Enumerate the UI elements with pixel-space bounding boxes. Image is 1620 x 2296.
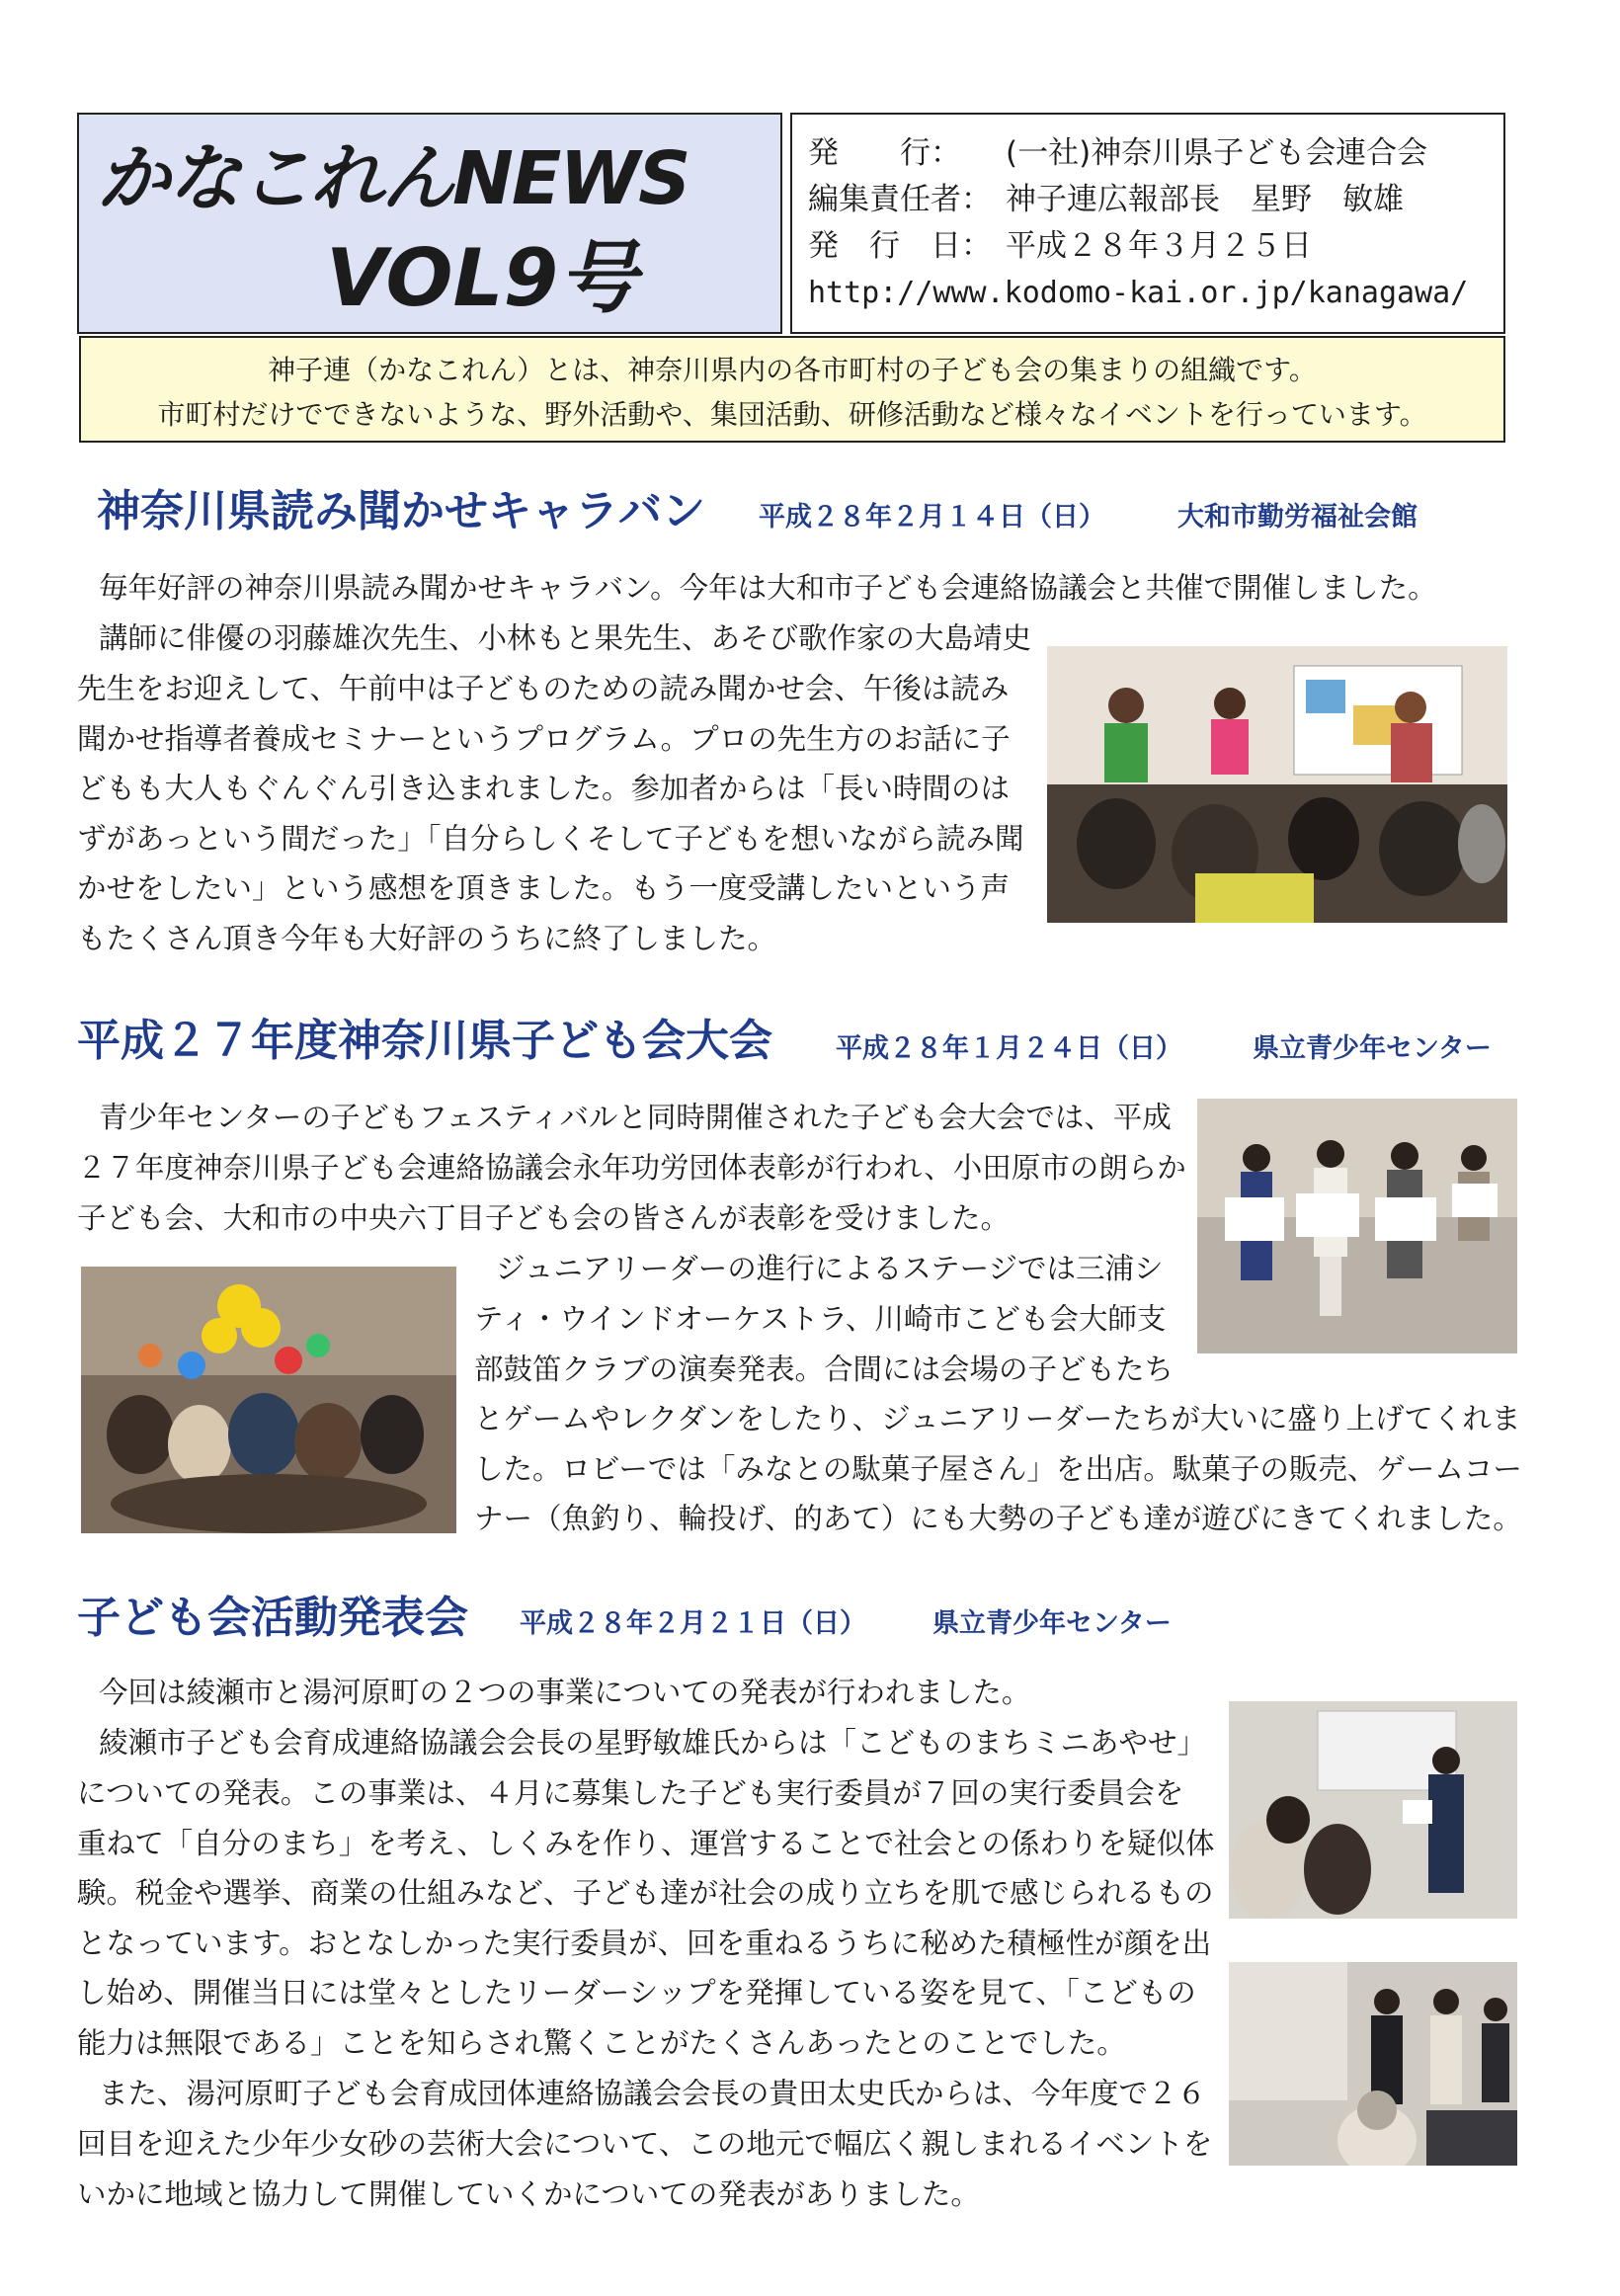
text-line: ２７年度神奈川県子ども会連絡協議会永年功労団体表彰が行われ、小田原市の朗らか <box>77 1151 1186 1185</box>
website-url[interactable]: http://www.kodomo-kai.or.jp/kanagawa/ <box>808 276 1469 310</box>
section-text <box>77 2119 1212 2219</box>
section-text <box>77 1143 1186 1243</box>
section-text <box>99 2069 1206 2119</box>
text-line: 回目を迎えた少年少女砂の芸術大会について、この地元で幅広く親しまれるイベントを <box>77 2127 1213 2161</box>
text-line: 毎年好評の神奈川県読み聞かせキャラバン。今年は大和市子ども会連絡協議会と共催で開催しました。 <box>99 571 1437 605</box>
text-line: かせをしたい」という感想を頂きました。もう一度受講したいという声 <box>77 871 1011 905</box>
photo-award-ceremony <box>1197 1099 1517 1353</box>
section-text <box>99 1668 1030 1718</box>
section-text <box>77 664 1023 963</box>
text-line: 子ども会、大和市の中央六丁目子ども会の皆さんが表彰を受けました。 <box>77 1200 1011 1235</box>
section-text <box>496 1244 1164 1294</box>
text-line: いかに地域と協力して開催していくかについての発表がありました。 <box>77 2176 980 2211</box>
section-title-presentation: 子ども会活動発表会 <box>77 1593 468 1643</box>
publication-info-box <box>790 113 1505 334</box>
text-line: 今回は綾瀬市と湯河原町の２つの事業についての発表が行われました。 <box>99 1676 1031 1709</box>
section-text <box>99 563 1437 614</box>
section-date: 平成２８年２月２１日（日） <box>520 1608 866 1639</box>
text-line: また、湯河原町子ども会育成団体連絡協議会会長の貴田太史氏からは、今年度で２６ <box>99 2077 1207 2110</box>
photo-panel-presenters <box>1229 1962 1517 2166</box>
text-line: 部鼓笛クラブの演奏発表。合間には会場の子どもたち <box>474 1352 1174 1386</box>
publisher-value: (一社)神奈川県子ども会連合会 <box>1006 135 1428 171</box>
text-line: もたくさん頂き今年も大好評のうちに終了しました。 <box>77 921 777 955</box>
text-line: 能力は無限である」ことを知らされ驚くことがたくさんあったとのことでした。 <box>77 2025 1126 2060</box>
text-line: ジュニアリーダーの進行によるステージでは三浦シ <box>496 1252 1164 1285</box>
newsletter-volume: VOL9号 <box>326 232 638 324</box>
text-line: についての発表。この事業は、４月に募集した子ども実行委員が７回の実行委員会を <box>77 1776 1184 1810</box>
section-text <box>99 1718 1206 1768</box>
publisher-label: 発 行： <box>808 135 961 171</box>
editor-value: 神子連広報部長 星野 敏雄 <box>1006 182 1404 217</box>
text-line: した。ロビーでは「みなとの駄菓子屋さん」を出店。駄菓子の販売、ゲームコー <box>474 1451 1522 1486</box>
intro-line: 市町村だけでできないような、野外活動や、集団活動、研修活動など様々なイベントを行っています。 <box>157 398 1427 431</box>
photo-presentation-speaker <box>1229 1701 1517 1919</box>
date-row <box>808 223 1503 270</box>
section-date: 平成２８年２月１４日（日） <box>759 502 1105 533</box>
section-date: 平成２８年１月２４日（日） <box>836 1033 1182 1064</box>
intro-line: 神子連（かなこれん）とは、神奈川県内の各市町村の子ども会の集まりの組織です。 <box>268 354 1317 386</box>
text-line: となっています。おとなしかった実行委員が、回を重ねるうちに秘めた積極性が顔を出 <box>77 1926 1212 1960</box>
editor-row <box>808 177 1503 223</box>
text-line: ティ・ウインドオーケストラ、川崎市こども会大師支 <box>474 1302 1167 1336</box>
section-text <box>77 1768 1215 2068</box>
issue-date-label: 発 行 日： <box>808 228 992 264</box>
section-venue: 県立青少年センター <box>932 1608 1172 1639</box>
editor-label: 編集責任者： <box>808 182 992 217</box>
section-title-convention: 平成２７年度神奈川県子ども会大会 <box>77 1016 772 1066</box>
section-venue: 大和市勤労福祉会館 <box>1177 502 1418 533</box>
photo-storytelling-stage <box>1047 646 1507 923</box>
text-line: 講師に俳優の羽藤雄次先生、小林もと果先生、あそび歌作家の大島靖史 <box>99 621 1032 655</box>
section-text <box>99 1093 1172 1143</box>
text-line: とゲームやレクダンをしたり、ジュニアリーダーたちが大いに盛り上げてくれま <box>474 1402 1521 1435</box>
text-line: 青少年センターの子どもフェスティバルと同時開催された子ども会大会では、平成 <box>99 1101 1172 1134</box>
text-line: 先生をお迎えして、午前中は子どものための読み聞かせ会、午後は読み <box>77 672 1010 705</box>
intro-box <box>79 336 1505 443</box>
text-line: 聞かせ指導者養成セミナーというプログラム。プロの先生方のお話に子 <box>77 721 1011 756</box>
text-line: ナー（魚釣り、輪投げ、的あて）にも大勢の子ども達が遊びにきてくれました。 <box>474 1502 1522 1535</box>
section-text <box>99 614 1031 664</box>
newsletter-title-box <box>77 113 782 334</box>
text-line: 綾瀬市子ども会育成連絡協議会会長の星野敏雄氏からは「こどものまちミニあやせ」 <box>99 1726 1207 1760</box>
section-venue: 県立青少年センター <box>1253 1033 1492 1064</box>
section-title-caravan: 神奈川県読み聞かせキャラバン <box>97 486 705 536</box>
text-line: し始め、開催当日には堂々としたリーダーシップを発揮している姿を見て、「こどもの <box>77 1976 1196 2009</box>
text-line: 重ねて「自分のまち」を考え、しくみを作り、運営することで社会との係わりを疑似体 <box>77 1826 1215 1860</box>
text-line: 験。税金や選挙、商業の仕組みなど、子ども達が社会の成り立ちを肌で感じられるもの <box>77 1876 1214 1910</box>
newsletter-title: かなこれんNEWS <box>97 136 689 221</box>
publisher-row <box>808 130 1503 177</box>
text-line: ずがあっという間だった」「自分らしくそして子どもを想いながら読み聞 <box>77 821 1024 856</box>
photo-group-balloons <box>81 1267 456 1533</box>
text-line: どもも大人もぐんぐん引き込まれました。参加者からは「長い時間のは <box>77 772 1011 805</box>
issue-date-value: 平成２８年３月２５日 <box>1006 228 1312 264</box>
